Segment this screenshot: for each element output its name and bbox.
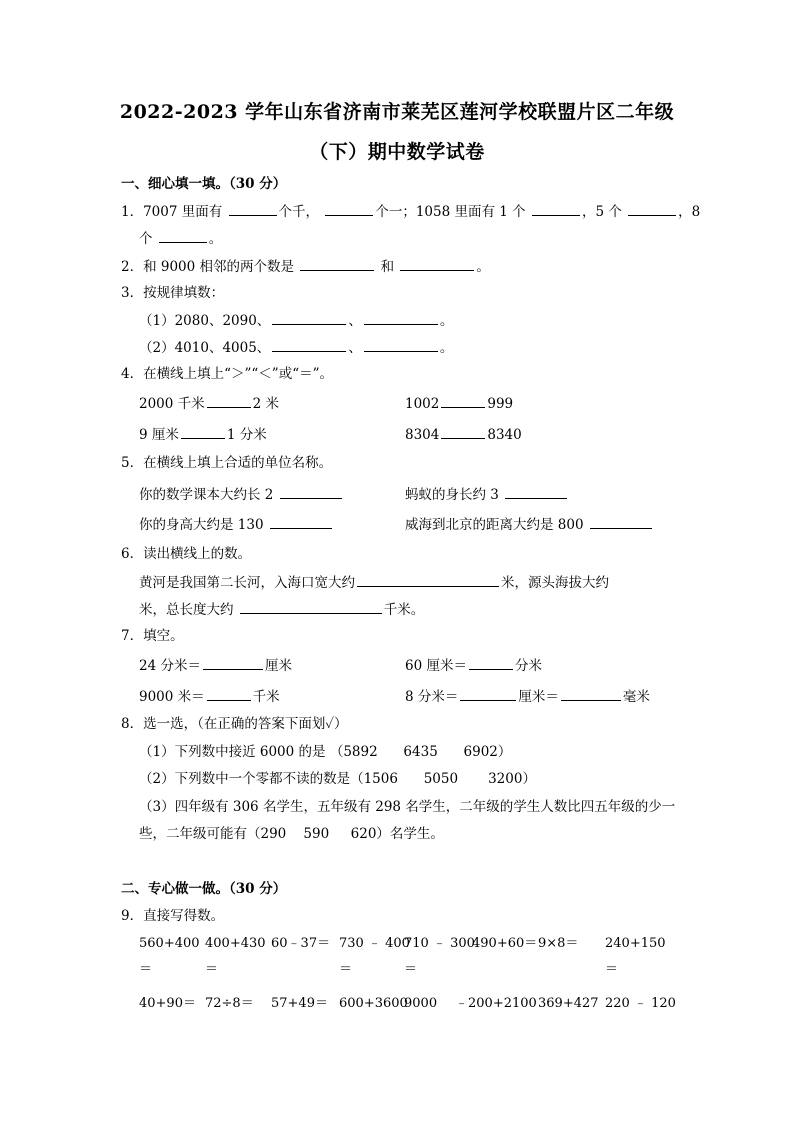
q4-d-right: 8340 [487,427,522,443]
q2-blank-1[interactable] [300,257,374,271]
q3a-end: 。 [439,313,454,329]
q9-calc-r1-6: 490+60＝ [472,936,538,951]
q6-line2 [139,600,424,619]
q5-d-text: 威海到北京的距离大约是 800 [405,517,584,533]
q1-text-3: 个一；1058 里面有 1 个 [375,204,526,220]
q2-text-3: 。 [476,259,490,275]
q3b-text: （2）4010、4005、 [139,340,271,356]
question-9-heading: 9．直接写得数。 [121,908,225,924]
exam-title-line1: 2022-2023 学年山东省济南市莱芜区莲河学校联盟片区二年级 [119,101,675,123]
q9-calc-r1-2: 400+430 [205,936,266,951]
q5-c-text: 你的身高大约是 130 [139,517,264,533]
q7-a-blank[interactable] [203,656,263,670]
q5-b-blank[interactable] [505,485,567,499]
q5-item-b [405,485,569,504]
q8-part-3-line2: 些，二年级可能有（290 590 620）名学生。 [139,826,444,842]
q7-a-left: 24 分米＝ [139,658,201,674]
section1-heading: 一、细心填一填。（30 分） [121,176,287,192]
question-8-heading: 8．选一选，（在正确的答案下面划✓） [121,716,348,732]
q4-item-b [405,394,513,413]
q3b-sep: 、 [348,340,362,356]
q7-a-right: 厘米 [264,658,292,674]
q7-d-blank-2[interactable] [561,687,621,701]
q9-calc-r2-7: 369+427 [538,996,599,1011]
q5-item-c [139,515,334,534]
q3b-blank-1[interactable] [272,338,346,352]
q4-b-left: 1002 [405,396,440,412]
q7-item-b [405,656,542,675]
q4-item-c [139,425,267,444]
question-7-heading: 7．填空。 [121,628,184,644]
q9-calc-r2-1: 40+90＝ [139,996,196,1011]
q9-calc-r2-2: 72÷8＝ [205,996,254,1011]
q6-text-4: 千米。 [383,602,425,618]
q6-blank-2[interactable] [240,600,382,614]
q1-text-5: ，8 [678,204,701,220]
q9-calc-r2-4: 600+3600 [339,996,408,1011]
question-3-part-1 [139,311,453,330]
q4-item-d [405,425,522,444]
q9-eq-r1-4: ＝ [339,962,353,977]
q5-item-d [405,515,654,534]
q5-a-text: 你的数学课本大约长 2 [139,487,274,503]
q9-calc-r1-1: 560+400 [139,936,200,951]
question-1-line2 [139,229,222,248]
q5-item-a [139,485,344,504]
q7-d-mid: 厘米＝ [518,689,559,705]
q5-a-blank[interactable] [280,485,342,499]
q3b-blank-2[interactable] [364,338,438,352]
q1-blank-4[interactable] [628,202,676,216]
q7-d-blank-1[interactable] [460,687,516,701]
q1-blank-2[interactable] [325,202,373,216]
q3a-sep: 、 [348,313,362,329]
q9-calc-r1-7: 9×8＝ [538,936,579,951]
q9-calc-r2-6: ﹣200+2100 [455,996,537,1011]
q4-a-right: 2 米 [252,396,280,412]
q6-text-1: 黄河是我国第二长河，入海口宽大约 [139,575,355,591]
q9-calc-r2-5: 9000 [404,996,438,1011]
q7-b-blank[interactable] [469,656,513,670]
q3a-text: （1）2080、2090、 [139,313,271,329]
q4-d-blank[interactable] [441,425,485,439]
q8-part-1: （1）下列数中接近 6000 的是 （5892 6435 6902） [139,744,512,760]
q7-c-left: 9000 米＝ [139,689,205,705]
q6-text-3: 米，总长度大约 [139,602,234,618]
q1-text-4: ，5 个 [581,204,622,220]
question-3-part-2 [139,338,453,357]
q5-c-blank[interactable] [270,515,332,529]
q4-d-left: 8304 [405,427,440,443]
q1-text-2: 个千， [278,204,320,220]
q9-eq-r1-1: ＝ [139,962,153,977]
q2-text-2: 和 [380,259,395,275]
q8-part-2: （2）下列数中一个零都不读的数是（1506 5050 3200） [139,771,536,787]
q4-b-right: 999 [487,396,514,412]
q1-blank-3[interactable] [532,202,580,216]
question-2 [121,257,490,276]
q6-text-2: 米，源头海拔大约 [501,575,609,591]
q5-d-blank[interactable] [590,515,652,529]
question-3-heading: 3．按规律填数： [121,285,225,301]
section2-heading: 二、专心做一做。（30 分） [121,881,287,897]
q4-c-right: 1 分米 [226,427,267,443]
q7-item-d [405,687,650,706]
q4-item-a [139,394,279,413]
q6-blank-1[interactable] [357,573,499,587]
q7-b-right: 分米 [514,658,542,674]
q4-b-blank[interactable] [441,394,485,408]
q1-blank-5[interactable] [159,229,207,243]
q1-text-1: 1．7007 里面有 [121,204,223,220]
question-5-heading: 5．在横线上填上合适的单位名称。 [121,455,333,471]
q2-text-1: 2．和 9000 相邻的两个数是 [121,259,295,275]
q9-calc-r1-5: 710 ﹣ 300 [404,936,475,951]
q9-eq-r1-2: ＝ [205,962,219,977]
q7-d-right: 毫米 [622,689,650,705]
question-1-line1 [121,202,700,221]
q6-line1 [139,573,609,592]
q9-calc-r1-3: 60﹣37＝ [271,936,331,951]
q4-a-left: 2000 千米 [139,396,205,412]
q3a-blank-1[interactable] [272,311,346,325]
q9-calc-r2-8: 220 ﹣ 120 [605,996,676,1011]
q9-calc-r1-4: 730 ﹣ 400 [339,936,410,951]
q7-c-blank[interactable] [207,687,251,701]
q4-c-left: 9 厘米 [139,427,179,443]
q3a-blank-2[interactable] [364,311,438,325]
q9-eq-r1-8: ＝ [605,962,619,977]
q1-blank-1[interactable] [229,202,277,216]
q7-c-right: 千米 [252,689,280,705]
q9-eq-r1-5: ＝ [404,962,418,977]
q7-item-a [139,656,292,675]
q9-calc-r1-8: 240+150 [605,936,666,951]
q4-c-blank[interactable] [181,425,225,439]
q7-item-c [139,687,280,706]
q7-d-left: 8 分米＝ [405,689,459,705]
q2-blank-2[interactable] [400,257,474,271]
q1-text-6: 个 [139,231,153,247]
q9-calc-r2-3: 57+49＝ [271,996,328,1011]
q4-a-blank[interactable] [207,394,251,408]
question-6-heading: 6．读出横线上的数。 [121,546,252,562]
q8-part-3-line1: （3）四年级有 306 名学生，五年级有 298 名学生，二年级的学生人数比四五年级的少一 [139,799,676,815]
exam-title-line2: （下）期中数学试卷 [309,141,485,163]
q5-b-text: 蚂蚁的身长约 3 [405,487,499,503]
q3b-end: 。 [439,340,454,356]
q1-text-7: 。 [208,231,223,247]
question-4-heading: 4．在横线上填上“＞”“＜”或“＝”。 [121,366,333,382]
q7-b-left: 60 厘米＝ [405,658,467,674]
